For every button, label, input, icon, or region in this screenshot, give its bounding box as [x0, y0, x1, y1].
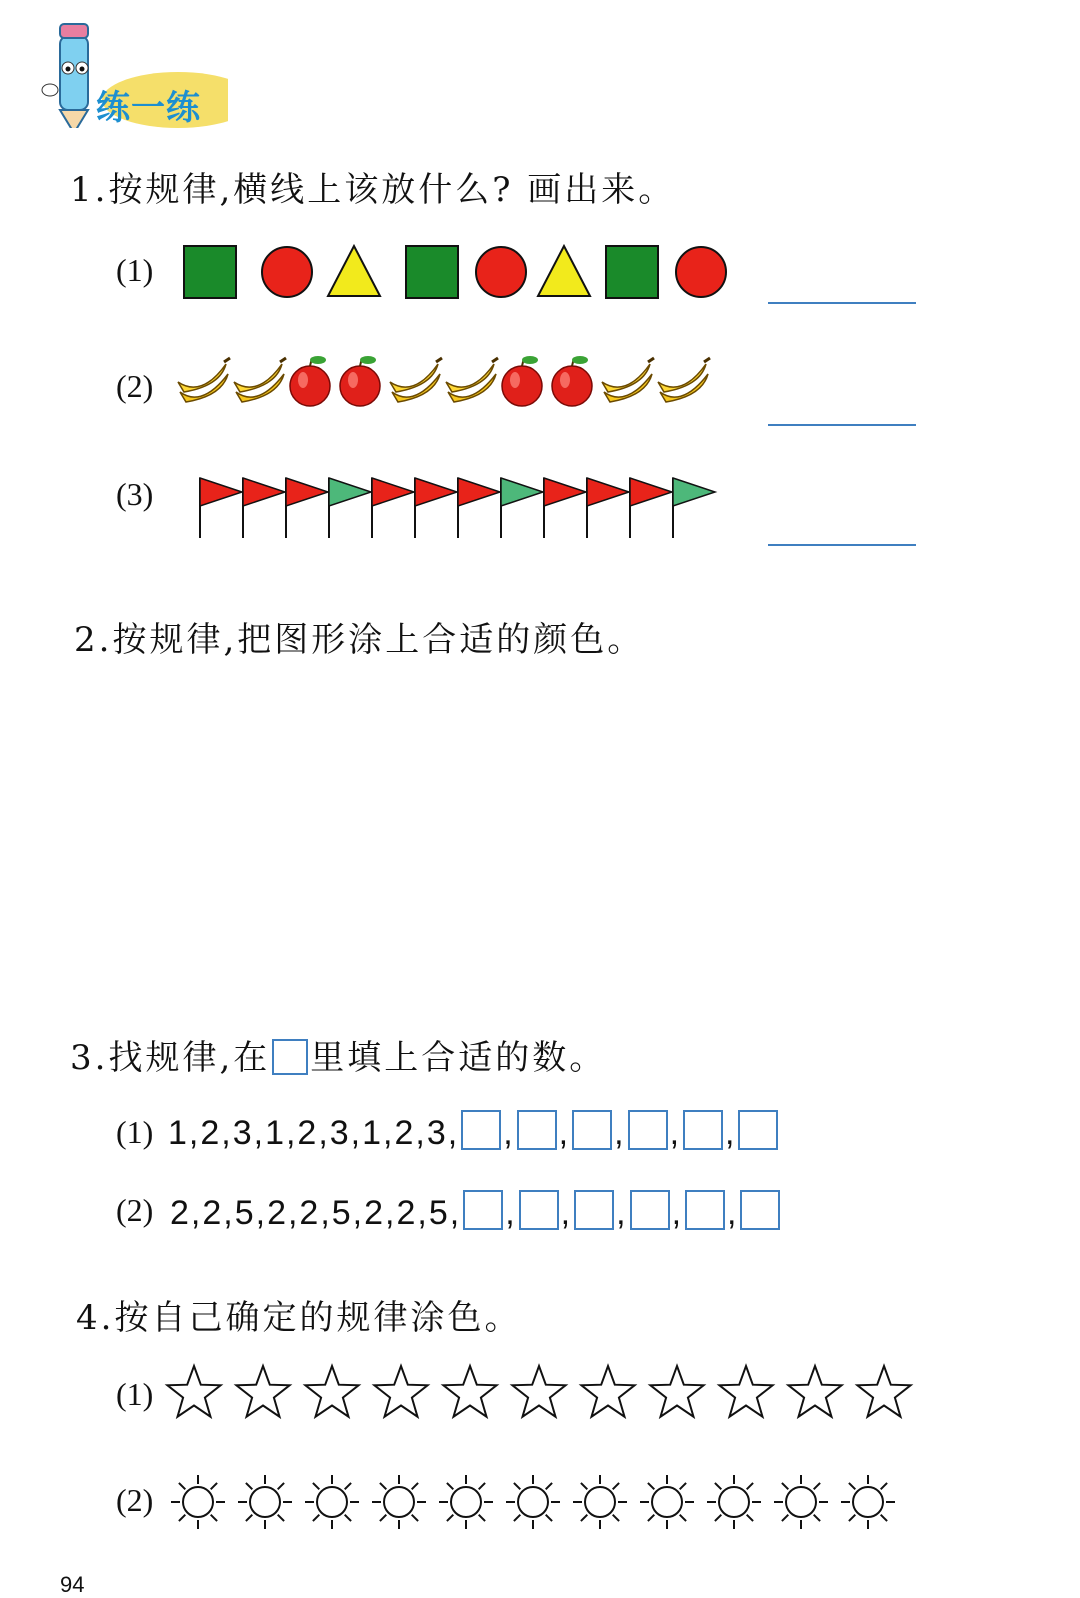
red-flag-icon: [458, 478, 500, 538]
star-icon[interactable]: [857, 1366, 910, 1417]
q1-answer-line-1[interactable]: [768, 302, 916, 304]
red-flag-icon: [544, 478, 586, 538]
star-icon[interactable]: [305, 1366, 358, 1417]
sun-icon[interactable]: [573, 1475, 627, 1529]
star-icon[interactable]: [374, 1366, 427, 1417]
q3-blank-box[interactable]: [738, 1110, 778, 1150]
page-number: 94: [60, 1572, 85, 1597]
apple-icon: [340, 356, 380, 406]
banana-icon: [178, 358, 230, 402]
q4-label-1: (1): [116, 1376, 154, 1412]
green-flag-icon: [673, 478, 715, 538]
q1-answer-line-2[interactable]: [768, 424, 916, 426]
banana-icon: [446, 358, 498, 402]
green-flag-icon: [501, 478, 543, 538]
sun-icon[interactable]: [640, 1475, 694, 1529]
section-badge: [38, 18, 228, 128]
red-circle-icon: [676, 247, 726, 297]
q3-blank-box[interactable]: [574, 1190, 614, 1230]
q4-stars-row: [160, 1358, 930, 1428]
q3-blank-box[interactable]: [628, 1110, 668, 1150]
sun-icon[interactable]: [774, 1475, 828, 1529]
q1-row3-flags: [196, 472, 736, 542]
q3-title-box-icon: [272, 1039, 308, 1075]
q3-blank-box[interactable]: [463, 1190, 503, 1230]
q4-suns-row: [160, 1466, 930, 1536]
q1-row2-fruits: [174, 352, 734, 422]
q3-blank-box[interactable]: [461, 1110, 501, 1150]
green-square-icon: [406, 246, 458, 298]
q1-row1-shapes: [176, 238, 736, 308]
red-flag-icon: [200, 478, 242, 538]
q1-label-1: (1): [116, 252, 154, 288]
sun-icon[interactable]: [305, 1475, 359, 1529]
section-title: 练一练: [96, 88, 201, 128]
q1-label-3: (3): [116, 476, 154, 512]
q3-title-part-a: 3.找规律,在: [70, 1038, 271, 1078]
star-icon[interactable]: [581, 1366, 634, 1417]
apple-icon: [290, 356, 330, 406]
star-icon[interactable]: [167, 1366, 220, 1417]
q3-blank-box[interactable]: [683, 1110, 723, 1150]
q2-title: 2.按规律,把图形涂上合适的颜色。: [74, 620, 645, 660]
q3-blank-box[interactable]: [740, 1190, 780, 1230]
red-flag-icon: [587, 478, 629, 538]
q4-title: 4.按自己确定的规律涂色。: [76, 1298, 522, 1338]
star-icon[interactable]: [443, 1366, 496, 1417]
sun-icon[interactable]: [238, 1475, 292, 1529]
yellow-triangle-icon: [538, 246, 590, 296]
q3-blank-box[interactable]: [517, 1110, 557, 1150]
q3-sequence-1: 1,2,3,1,2,3,1,2,3, , , , , ,: [168, 1110, 780, 1153]
banana-icon: [658, 358, 710, 402]
green-square-icon: [184, 246, 236, 298]
star-icon[interactable]: [788, 1366, 841, 1417]
green-square-icon: [606, 246, 658, 298]
q3-label-2: (2): [116, 1192, 154, 1228]
red-circle-icon: [262, 247, 312, 297]
sun-icon[interactable]: [707, 1475, 761, 1529]
star-icon[interactable]: [650, 1366, 703, 1417]
red-flag-icon: [415, 478, 457, 538]
q3-title: [70, 1030, 606, 1079]
q3-blank-box[interactable]: [685, 1190, 725, 1230]
sun-icon[interactable]: [171, 1475, 225, 1529]
star-icon[interactable]: [719, 1366, 772, 1417]
yellow-triangle-icon: [328, 246, 380, 296]
star-icon[interactable]: [236, 1366, 289, 1417]
sun-icon[interactable]: [506, 1475, 560, 1529]
q1-label-2: (2): [116, 368, 154, 404]
star-icon[interactable]: [512, 1366, 565, 1417]
q3-blank-box[interactable]: [572, 1110, 612, 1150]
red-circle-icon: [476, 247, 526, 297]
sun-icon[interactable]: [841, 1475, 895, 1529]
apple-icon: [552, 356, 592, 406]
apple-icon: [502, 356, 542, 406]
q1-title: 1.按规律,横线上该放什么? 画出来。: [70, 170, 676, 210]
banana-icon: [390, 358, 442, 402]
q3-label-1: (1): [116, 1114, 154, 1150]
q1-answer-line-3[interactable]: [768, 544, 916, 546]
red-flag-icon: [630, 478, 672, 538]
red-flag-icon: [243, 478, 285, 538]
q4-label-2: (2): [116, 1482, 154, 1518]
red-flag-icon: [372, 478, 414, 538]
q3-sequence-1-text: 1,2,3,1,2,3,1,2,3,: [168, 1114, 460, 1152]
q3-blank-box[interactable]: [519, 1190, 559, 1230]
banana-icon: [602, 358, 654, 402]
red-flag-icon: [286, 478, 328, 538]
q3-blank-box[interactable]: [630, 1190, 670, 1230]
banana-icon: [234, 358, 286, 402]
green-flag-icon: [329, 478, 371, 538]
q3-sequence-2-text: 2,2,5,2,2,5,2,2,5,: [170, 1194, 462, 1232]
sun-icon[interactable]: [439, 1475, 493, 1529]
q3-title-part-b: 里填上合适的数。: [310, 1038, 607, 1078]
q3-sequence-2: 2,2,5,2,2,5,2,2,5, , , , , ,: [170, 1190, 782, 1233]
sun-icon[interactable]: [372, 1475, 426, 1529]
